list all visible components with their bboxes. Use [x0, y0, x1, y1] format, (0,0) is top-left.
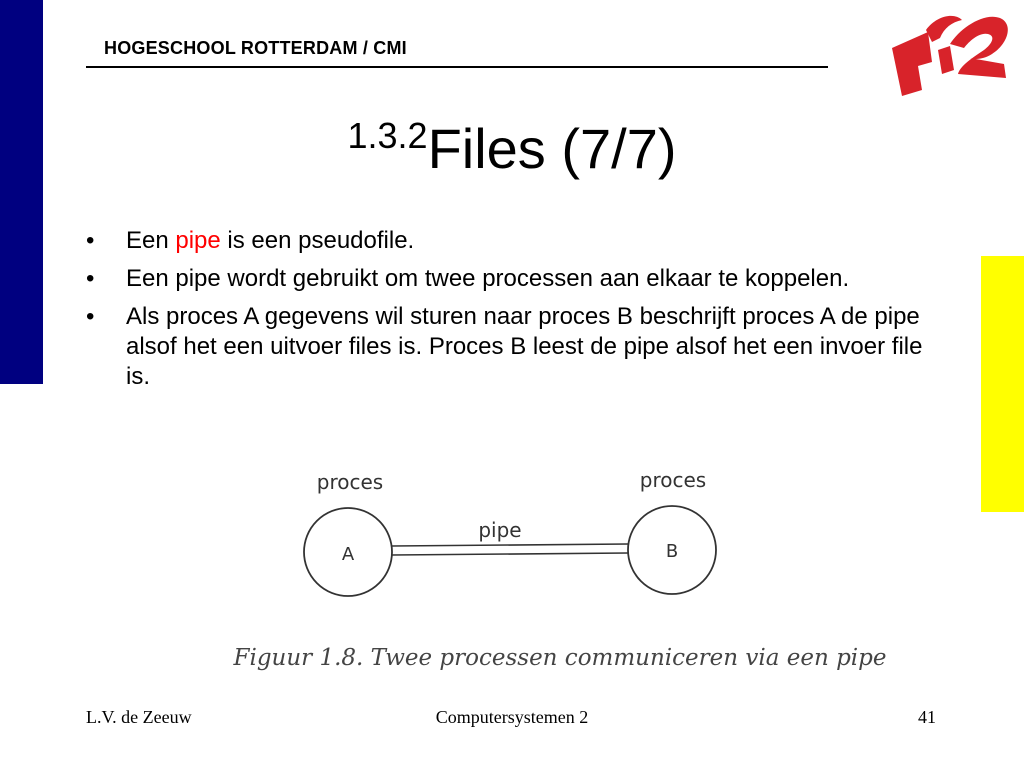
figure-caption: Figuur 1.8. Twee processen communiceren via een pipe — [233, 645, 887, 671]
process-b-name: B — [665, 541, 679, 562]
logo-shape — [892, 16, 1008, 96]
bullet-text: Als proces A gegevens wil sturen naar proces B beschrijft proces A de pipe alsof het een uitvoer files is. Proces B leest de pipe alsof het een invoer file is. — [126, 303, 923, 390]
pipe-line-top — [392, 544, 628, 546]
section-number: 1.3.2 — [347, 115, 428, 156]
bullet-text-after: is een pseudofile. — [220, 227, 415, 254]
page-number: 41 — [918, 707, 936, 727]
process-a-label: proces — [316, 470, 384, 494]
institution-name: HOGESCHOOL ROTTERDAM / CMI — [104, 38, 407, 58]
bullet-list — [86, 226, 946, 400]
bullet-text-before: Een — [126, 227, 176, 254]
header-divider — [86, 66, 828, 68]
bullet-item — [86, 264, 946, 294]
hogeschool-rotterdam-logo-icon — [888, 4, 1018, 100]
pipe-label: pipe — [478, 518, 522, 542]
left-accent-bar — [0, 0, 43, 384]
right-accent-bar — [981, 256, 1024, 512]
bullet-item — [86, 226, 946, 256]
footer-course: Computersystemen 2 — [435, 707, 589, 727]
process-b-label: proces — [639, 468, 707, 492]
footer-author: L.V. de Zeeuw — [86, 707, 192, 727]
bullet-marker: • — [86, 265, 95, 292]
title-text: Files (7/7) — [427, 117, 677, 180]
bullet-text: Een pipe wordt gebruikt om twee processen aan elkaar te koppelen. — [126, 265, 850, 292]
process-a-name: A — [341, 544, 355, 565]
bullet-marker: • — [86, 303, 95, 330]
bullet-marker: • — [86, 227, 95, 254]
pipe-figure — [233, 460, 887, 680]
slide-title — [0, 98, 1024, 187]
pipe-line-bottom — [392, 553, 628, 555]
bullet-item — [86, 302, 946, 392]
pipe-emphasis: pipe — [175, 227, 221, 254]
